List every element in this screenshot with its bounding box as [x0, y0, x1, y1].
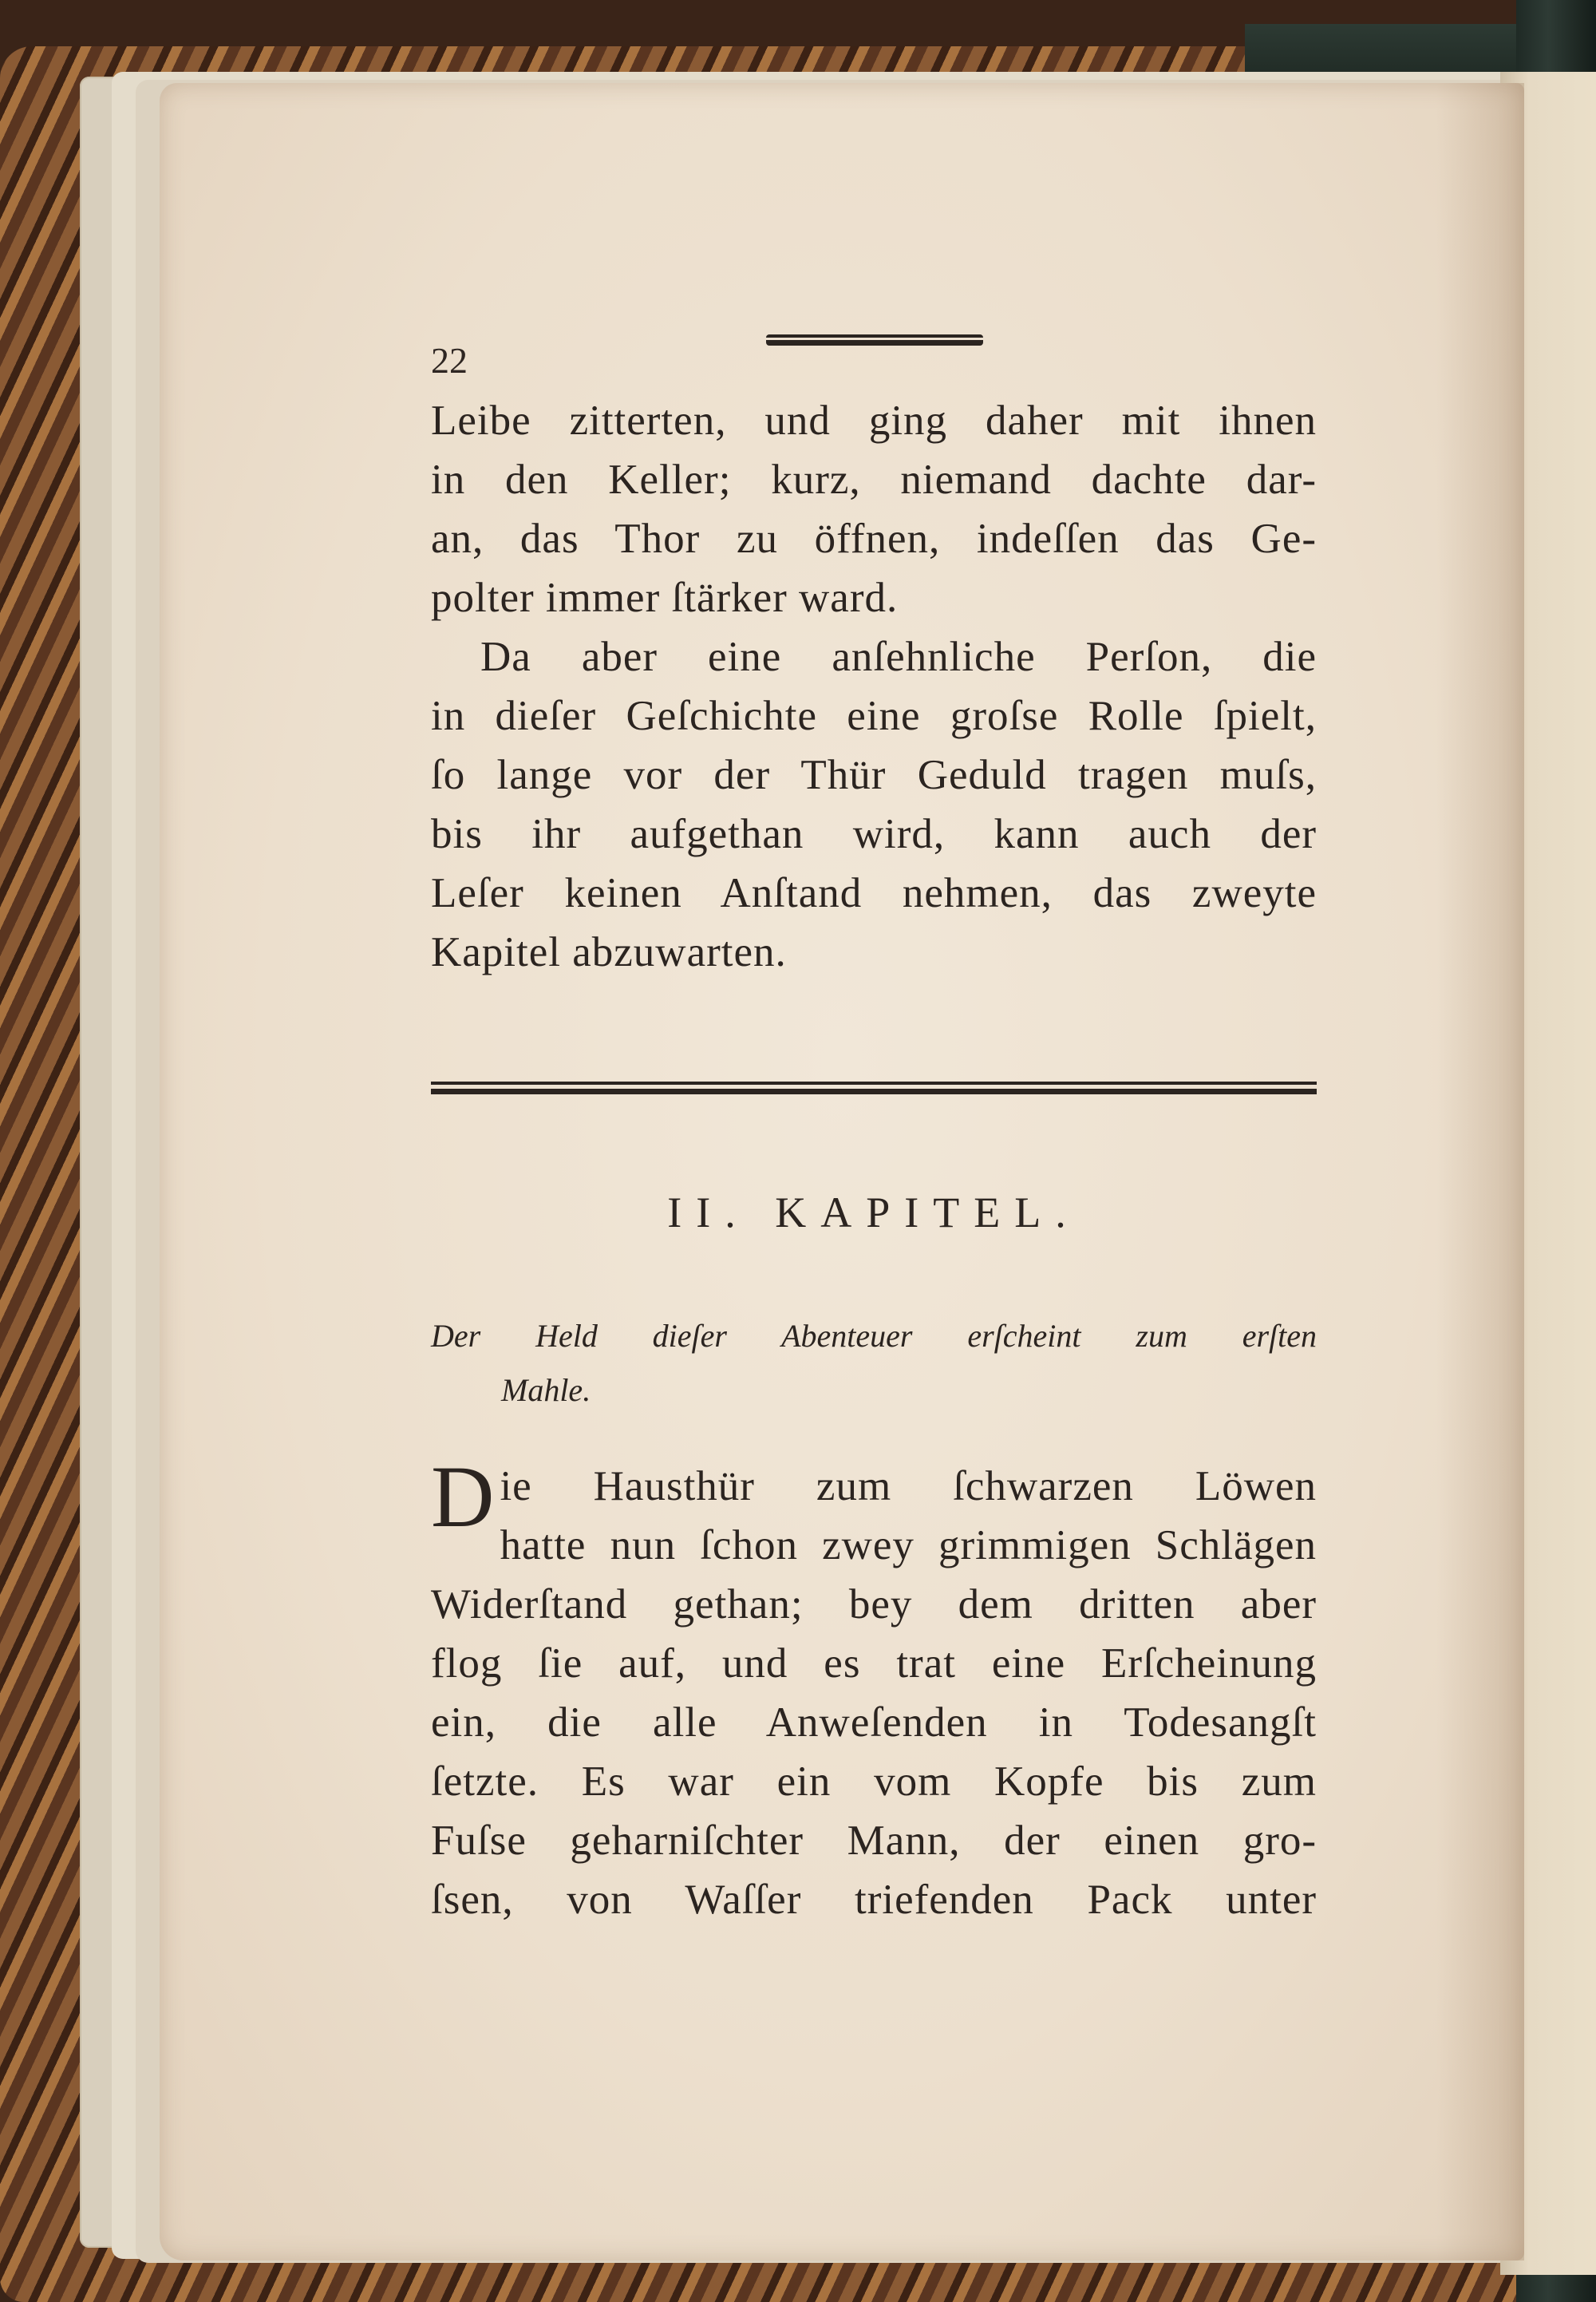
text-line: Kapitel abzuwarten.	[431, 929, 787, 975]
header-rule	[766, 334, 983, 346]
text-line: ie Hausthür zum ſchwarzen Löwen	[500, 1463, 1317, 1509]
text-line: Widerſtand gethan; bey dem dritten aber	[431, 1581, 1317, 1628]
paragraph	[431, 391, 1317, 627]
chapter-subtitle	[431, 1309, 1317, 1418]
chapter-heading: II. KAPITEL.	[667, 1189, 1080, 1236]
text-line: ſetzte. Es war ein vom Kopfe bis zum	[431, 1758, 1317, 1805]
text-line: polter immer ſtärker ward.	[431, 575, 899, 621]
text-line: ſsen, von Waſſer triefenden Pack unter	[431, 1877, 1317, 1923]
text-line: Leſer keinen Anſtand nehmen, das zweyte	[431, 870, 1317, 916]
subtitle-line: Der Held dieſer Abenteuer erſcheint zum erſten	[431, 1318, 1317, 1354]
chapter-divider-rule	[431, 1082, 1317, 1094]
text-line: bis ihr aufgethan wird, kann auch der	[431, 811, 1317, 857]
text-line: in den Keller; kurz, niemand dachte dar-	[431, 457, 1317, 503]
text-line: in dieſer Geſchichte eine groſse Rolle ſpielt,	[431, 693, 1317, 739]
text-line: Leibe zitterten, und ging daher mit ihnen	[431, 398, 1317, 444]
subtitle-line: Mahle.	[501, 1372, 591, 1408]
text-line: an, das Thor zu öffnen, indeſſen das Ge-	[431, 516, 1317, 562]
chapter-body	[431, 1448, 1317, 1929]
paragraph	[431, 627, 1317, 982]
text-line: Fuſse geharniſchter Mann, der einen gro-	[431, 1817, 1317, 1864]
page-number: 22	[431, 340, 468, 381]
text-line: hatte nun ſchon zwey grimmigen Schlägen	[500, 1522, 1317, 1568]
text-line: ein, die alle Anweſenden in Todesangſt	[431, 1699, 1317, 1746]
text-line: Da aber eine anſehnliche Perſon, die	[480, 634, 1317, 680]
text-line: flog ſie auf, und es trat eine Erſcheinung	[431, 1640, 1317, 1687]
text-line: ſo lange vor der Thür Geduld tragen muſs,	[431, 752, 1317, 798]
gutter-shadow	[1436, 83, 1524, 2260]
drop-cap: D	[431, 1448, 496, 1545]
